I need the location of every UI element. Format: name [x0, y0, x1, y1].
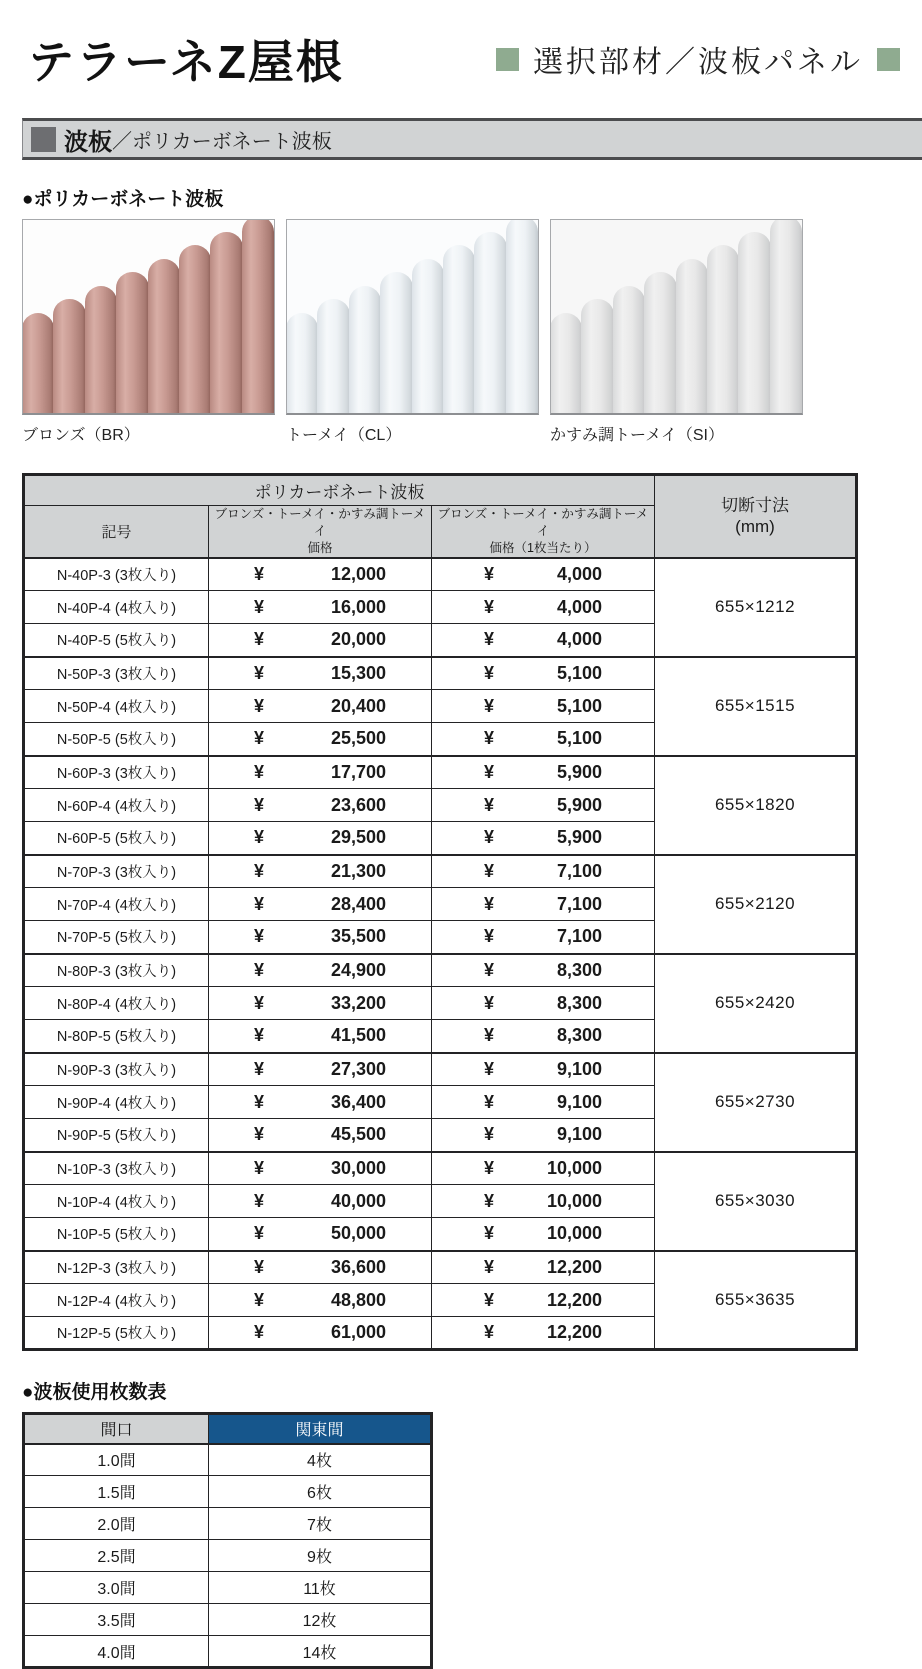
yen-symbol: ¥ — [254, 860, 265, 881]
pack-price-amount: 28,400 — [330, 893, 386, 914]
pack-price-amount: 16,000 — [330, 596, 386, 617]
unit-price — [432, 987, 655, 1020]
yen-symbol: ¥ — [254, 1256, 265, 1277]
yen-symbol: ¥ — [484, 959, 495, 980]
unit-price-amount: 5,100 — [556, 695, 602, 716]
sheet-count: 6枚 — [209, 1476, 432, 1508]
product-code: N-40P-3 (3枚入り) — [24, 558, 209, 591]
corrugation-ridge — [317, 299, 349, 413]
pack-price — [209, 1251, 432, 1284]
pack-price-amount: 41,500 — [330, 1025, 386, 1046]
sheet-count: 4枚 — [209, 1444, 432, 1476]
pack-price — [209, 624, 432, 657]
pack-price — [209, 690, 432, 723]
unit-price-amount: 9,100 — [556, 1124, 602, 1145]
usage-row — [24, 1444, 432, 1476]
unit-price-column-header-line2: 価格（1枚当たり） — [489, 540, 597, 555]
code-column-header: 記号 — [24, 506, 209, 558]
section-label-bold: 波板 — [64, 128, 112, 156]
pack-price-amount: 23,600 — [330, 794, 386, 815]
pack-price-amount: 20,400 — [330, 695, 386, 716]
unit-price-amount: 8,300 — [556, 992, 602, 1013]
unit-price — [432, 1020, 655, 1053]
corrugation-ridge — [242, 219, 274, 413]
yen-symbol: ¥ — [484, 926, 495, 947]
yen-symbol: ¥ — [484, 992, 495, 1013]
unit-price — [432, 921, 655, 954]
yen-symbol: ¥ — [484, 1091, 495, 1112]
corrugation-ridge — [210, 232, 242, 413]
product-images — [22, 219, 922, 445]
yen-symbol: ¥ — [254, 1289, 265, 1310]
price-row — [24, 855, 857, 888]
yen-symbol: ¥ — [254, 926, 265, 947]
sheet-count: 12枚 — [209, 1604, 432, 1636]
yen-symbol: ¥ — [484, 596, 495, 617]
cut-size: 655×1820 — [655, 756, 857, 855]
product-frost — [550, 219, 803, 445]
pack-price — [209, 723, 432, 756]
corrugation-ridge — [116, 272, 148, 413]
maguchi-value: 1.5間 — [24, 1476, 209, 1508]
product-code: N-70P-4 (4枚入り) — [24, 888, 209, 921]
unit-price — [432, 1218, 655, 1251]
yen-symbol: ¥ — [484, 1223, 495, 1244]
usage-row — [24, 1476, 432, 1508]
unit-price — [432, 1152, 655, 1185]
product-code: N-60P-4 (4枚入り) — [24, 789, 209, 822]
unit-price-amount: 4,000 — [556, 629, 602, 650]
pack-price-amount: 30,000 — [330, 1157, 386, 1178]
product-code: N-90P-3 (3枚入り) — [24, 1053, 209, 1086]
corrugation-ridge — [349, 286, 381, 413]
pack-price-amount: 40,000 — [330, 1190, 386, 1211]
pack-price — [209, 855, 432, 888]
price-row — [24, 1053, 857, 1086]
maguchi-value: 3.0間 — [24, 1572, 209, 1604]
pack-price-amount: 35,500 — [330, 926, 386, 947]
usage-row — [24, 1636, 432, 1668]
pack-price-amount: 17,700 — [330, 761, 386, 782]
pack-price — [209, 921, 432, 954]
cut-size: 655×2120 — [655, 855, 857, 954]
pack-price-amount: 36,400 — [330, 1091, 386, 1112]
product-code: N-90P-5 (5枚入り) — [24, 1119, 209, 1152]
yen-symbol: ¥ — [484, 860, 495, 881]
unit-price-amount: 5,100 — [556, 728, 602, 749]
yen-symbol: ¥ — [254, 1190, 265, 1211]
corrugation-ridge — [53, 299, 85, 413]
unit-price — [432, 756, 655, 789]
products-heading: ●ポリカーボネート波板 — [22, 189, 224, 210]
price-table — [22, 473, 858, 1351]
corrugation-ridge — [380, 272, 412, 413]
product-code: N-12P-5 (5枚入り) — [24, 1317, 209, 1350]
pack-price — [209, 888, 432, 921]
product-code: N-50P-4 (4枚入り) — [24, 690, 209, 723]
pack-price-amount: 27,300 — [330, 1058, 386, 1079]
yen-symbol: ¥ — [484, 728, 495, 749]
unit-price — [432, 591, 655, 624]
unit-price — [432, 1317, 655, 1350]
unit-price-amount: 5,900 — [556, 761, 602, 782]
yen-symbol: ¥ — [484, 827, 495, 848]
product-code: N-80P-5 (5枚入り) — [24, 1020, 209, 1053]
yen-symbol: ¥ — [484, 695, 495, 716]
corrugation-ridge — [22, 313, 54, 413]
page-subtitle: 選択部材／波板パネル — [533, 46, 863, 79]
corrugation-ridge — [148, 259, 180, 413]
pack-price — [209, 1218, 432, 1251]
pack-price-amount: 12,000 — [330, 563, 386, 584]
price-column-header-line1: ブロンズ・トーメイ・かすみ調トーメイ — [214, 507, 426, 538]
unit-price — [432, 723, 655, 756]
pack-price — [209, 558, 432, 591]
price-column-header — [209, 506, 432, 558]
corrugation-ridge — [506, 219, 538, 413]
pack-price-amount: 48,800 — [330, 1289, 386, 1310]
yen-symbol: ¥ — [254, 629, 265, 650]
unit-price-amount: 8,300 — [556, 959, 602, 980]
unit-price-amount: 7,100 — [556, 926, 602, 947]
unit-price — [432, 888, 655, 921]
usage-row — [24, 1540, 432, 1572]
unit-price-amount: 12,200 — [546, 1322, 602, 1343]
corrugation-ridge — [474, 232, 506, 413]
yen-symbol: ¥ — [484, 563, 495, 584]
yen-symbol: ¥ — [484, 1256, 495, 1277]
usage-row — [24, 1572, 432, 1604]
yen-symbol: ¥ — [484, 1190, 495, 1211]
unit-price — [432, 822, 655, 855]
yen-symbol: ¥ — [484, 1058, 495, 1079]
unit-price-amount: 9,100 — [556, 1091, 602, 1112]
product-code: N-80P-3 (3枚入り) — [24, 954, 209, 987]
green-square-icon — [496, 48, 519, 71]
maguchi-value: 2.0間 — [24, 1508, 209, 1540]
yen-symbol: ¥ — [484, 1322, 495, 1343]
cut-size: 655×3030 — [655, 1152, 857, 1251]
product-code: N-10P-4 (4枚入り) — [24, 1185, 209, 1218]
corrugation-ridge — [770, 219, 802, 413]
unit-price-column-header-line1: ブロンズ・トーメイ・かすみ調トーメイ — [437, 507, 649, 538]
unit-price — [432, 1251, 655, 1284]
pack-price-amount: 25,500 — [330, 728, 386, 749]
maguchi-value: 4.0間 — [24, 1636, 209, 1668]
product-code: N-50P-5 (5枚入り) — [24, 723, 209, 756]
page-title: テラーネZ屋根 — [28, 36, 344, 88]
unit-price-amount: 8,300 — [556, 1025, 602, 1046]
unit-price-amount: 5,900 — [556, 794, 602, 815]
price-row — [24, 1152, 857, 1185]
pack-price-amount: 45,500 — [330, 1124, 386, 1145]
yen-symbol: ¥ — [484, 662, 495, 683]
yen-symbol: ¥ — [484, 1124, 495, 1145]
product-code: N-12P-3 (3枚入り) — [24, 1251, 209, 1284]
usage-row — [24, 1508, 432, 1540]
price-column-header-line2: 価格 — [307, 540, 333, 555]
product-code: N-90P-4 (4枚入り) — [24, 1086, 209, 1119]
pack-price-amount: 20,000 — [330, 629, 386, 650]
unit-price-amount: 5,100 — [556, 662, 602, 683]
cut-size: 655×3635 — [655, 1251, 857, 1350]
unit-price-amount: 7,100 — [556, 893, 602, 914]
product-code: N-40P-5 (5枚入り) — [24, 624, 209, 657]
product-bronze — [22, 219, 275, 445]
product-code: N-80P-4 (4枚入り) — [24, 987, 209, 1020]
yen-symbol: ¥ — [254, 563, 265, 584]
price-row — [24, 954, 857, 987]
unit-price-column-header — [432, 506, 655, 558]
sheet-count: 9枚 — [209, 1540, 432, 1572]
product-code: N-40P-4 (4枚入り) — [24, 591, 209, 624]
pack-price — [209, 756, 432, 789]
clear-panel-image — [286, 219, 539, 415]
pack-price — [209, 1119, 432, 1152]
unit-price — [432, 954, 655, 987]
cut-size: 655×2420 — [655, 954, 857, 1053]
pack-price — [209, 1152, 432, 1185]
product-label: トーメイ（CL） — [286, 427, 402, 444]
sheet-count: 14枚 — [209, 1636, 432, 1668]
unit-price — [432, 1284, 655, 1317]
pack-price — [209, 1317, 432, 1350]
corrugation-ridge — [738, 232, 770, 413]
section-bar — [22, 118, 922, 160]
corrugation-ridge — [707, 245, 739, 413]
yen-symbol: ¥ — [254, 827, 265, 848]
product-label: ブロンズ（BR） — [22, 427, 140, 444]
unit-price — [432, 1119, 655, 1152]
pack-price — [209, 1020, 432, 1053]
yen-symbol: ¥ — [254, 1091, 265, 1112]
product-code: N-70P-5 (5枚入り) — [24, 921, 209, 954]
product-code: N-60P-3 (3枚入り) — [24, 756, 209, 789]
subtitle-row — [496, 37, 900, 81]
pack-price-amount: 61,000 — [330, 1322, 386, 1343]
yen-symbol: ¥ — [254, 1124, 265, 1145]
yen-symbol: ¥ — [484, 794, 495, 815]
cut-size: 655×1212 — [655, 558, 857, 657]
maguchi-value: 3.5間 — [24, 1604, 209, 1636]
pack-price — [209, 954, 432, 987]
unit-price-amount: 4,000 — [556, 563, 602, 584]
unit-price-amount: 10,000 — [546, 1190, 602, 1211]
unit-price-amount: 12,200 — [546, 1289, 602, 1310]
unit-price — [432, 789, 655, 822]
cut-size-header-line1: 切断寸法 — [721, 496, 789, 516]
maguchi-value: 2.5間 — [24, 1540, 209, 1572]
pack-price-amount: 33,200 — [330, 992, 386, 1013]
pack-price-amount: 50,000 — [330, 1223, 386, 1244]
yen-symbol: ¥ — [484, 1025, 495, 1046]
unit-price — [432, 624, 655, 657]
pack-price — [209, 822, 432, 855]
cut-size-header — [655, 475, 857, 558]
corrugation-ridge — [443, 245, 475, 413]
unit-price — [432, 855, 655, 888]
yen-symbol: ¥ — [254, 596, 265, 617]
pack-price-amount: 21,300 — [330, 860, 386, 881]
product-code: N-10P-5 (5枚入り) — [24, 1218, 209, 1251]
cut-size-header-line2: (mm) — [735, 517, 775, 537]
unit-price-amount: 10,000 — [546, 1157, 602, 1178]
usage-table — [22, 1412, 433, 1669]
unit-price-amount: 10,000 — [546, 1223, 602, 1244]
yen-symbol: ¥ — [254, 1322, 265, 1343]
yen-symbol: ¥ — [254, 1058, 265, 1079]
yen-symbol: ¥ — [254, 992, 265, 1013]
pack-price — [209, 657, 432, 690]
pack-price — [209, 987, 432, 1020]
yen-symbol: ¥ — [254, 1223, 265, 1244]
yen-symbol: ¥ — [484, 1289, 495, 1310]
pack-price-amount: 29,500 — [330, 827, 386, 848]
gray-square-icon — [31, 127, 56, 152]
product-code: N-12P-4 (4枚入り) — [24, 1284, 209, 1317]
yen-symbol: ¥ — [254, 728, 265, 749]
unit-price-amount: 12,200 — [546, 1256, 602, 1277]
pack-price-amount: 15,300 — [330, 662, 386, 683]
unit-price — [432, 657, 655, 690]
cut-size: 655×2730 — [655, 1053, 857, 1152]
yen-symbol: ¥ — [484, 1157, 495, 1178]
yen-symbol: ¥ — [484, 761, 495, 782]
price-table-body — [24, 558, 857, 1350]
green-square-icon — [877, 48, 900, 71]
corrugation-ridge — [85, 286, 117, 413]
unit-price-amount: 5,900 — [556, 827, 602, 848]
price-table-title: ポリカーボネート波板 — [24, 475, 655, 506]
corrugation-ridge — [412, 259, 444, 413]
pack-price — [209, 1053, 432, 1086]
maguchi-value: 1.0間 — [24, 1444, 209, 1476]
corrugation-ridge — [613, 286, 645, 413]
unit-price — [432, 1086, 655, 1119]
product-code: N-10P-3 (3枚入り) — [24, 1152, 209, 1185]
product-clear — [286, 219, 539, 445]
corrugation-ridge — [676, 259, 708, 413]
product-code: N-60P-5 (5枚入り) — [24, 822, 209, 855]
unit-price-amount: 7,100 — [556, 860, 602, 881]
pack-price — [209, 1185, 432, 1218]
corrugation-ridge — [179, 245, 211, 413]
unit-price — [432, 1185, 655, 1218]
pack-price-amount: 24,900 — [330, 959, 386, 980]
pack-price — [209, 1086, 432, 1119]
sheet-count: 11枚 — [209, 1572, 432, 1604]
kanto-column-header: 関東間 — [209, 1414, 432, 1444]
yen-symbol: ¥ — [484, 893, 495, 914]
corrugation-ridge — [644, 272, 676, 413]
page-header — [0, 0, 922, 92]
bronze-panel-image — [22, 219, 275, 415]
yen-symbol: ¥ — [254, 794, 265, 815]
usage-heading: ●波板使用枚数表 — [22, 1382, 167, 1404]
product-label: かすみ調トーメイ（SI） — [550, 427, 724, 444]
yen-symbol: ¥ — [254, 695, 265, 716]
yen-symbol: ¥ — [254, 761, 265, 782]
pack-price — [209, 1284, 432, 1317]
pack-price — [209, 789, 432, 822]
corrugation-ridge — [286, 313, 318, 413]
yen-symbol: ¥ — [254, 1157, 265, 1178]
price-row — [24, 1251, 857, 1284]
frost-panel-image — [550, 219, 803, 415]
usage-row — [24, 1604, 432, 1636]
corrugation-ridge — [581, 299, 613, 413]
cut-size: 655×1515 — [655, 657, 857, 756]
yen-symbol: ¥ — [254, 662, 265, 683]
unit-price — [432, 690, 655, 723]
pack-price-amount: 36,600 — [330, 1256, 386, 1277]
unit-price — [432, 558, 655, 591]
corrugation-ridge — [550, 313, 582, 413]
unit-price — [432, 1053, 655, 1086]
unit-price-amount: 4,000 — [556, 596, 602, 617]
price-row — [24, 657, 857, 690]
pack-price — [209, 591, 432, 624]
yen-symbol: ¥ — [254, 1025, 265, 1046]
maguchi-column-header: 間口 — [24, 1414, 209, 1444]
usage-table-body — [24, 1444, 432, 1668]
yen-symbol: ¥ — [254, 959, 265, 980]
section-label-rest: ／ポリカーボネート波板 — [112, 130, 332, 153]
sheet-count: 7枚 — [209, 1508, 432, 1540]
yen-symbol: ¥ — [484, 629, 495, 650]
price-row — [24, 756, 857, 789]
unit-price-amount: 9,100 — [556, 1058, 602, 1079]
product-code: N-70P-3 (3枚入り) — [24, 855, 209, 888]
yen-symbol: ¥ — [254, 893, 265, 914]
product-code: N-50P-3 (3枚入り) — [24, 657, 209, 690]
price-row — [24, 558, 857, 591]
